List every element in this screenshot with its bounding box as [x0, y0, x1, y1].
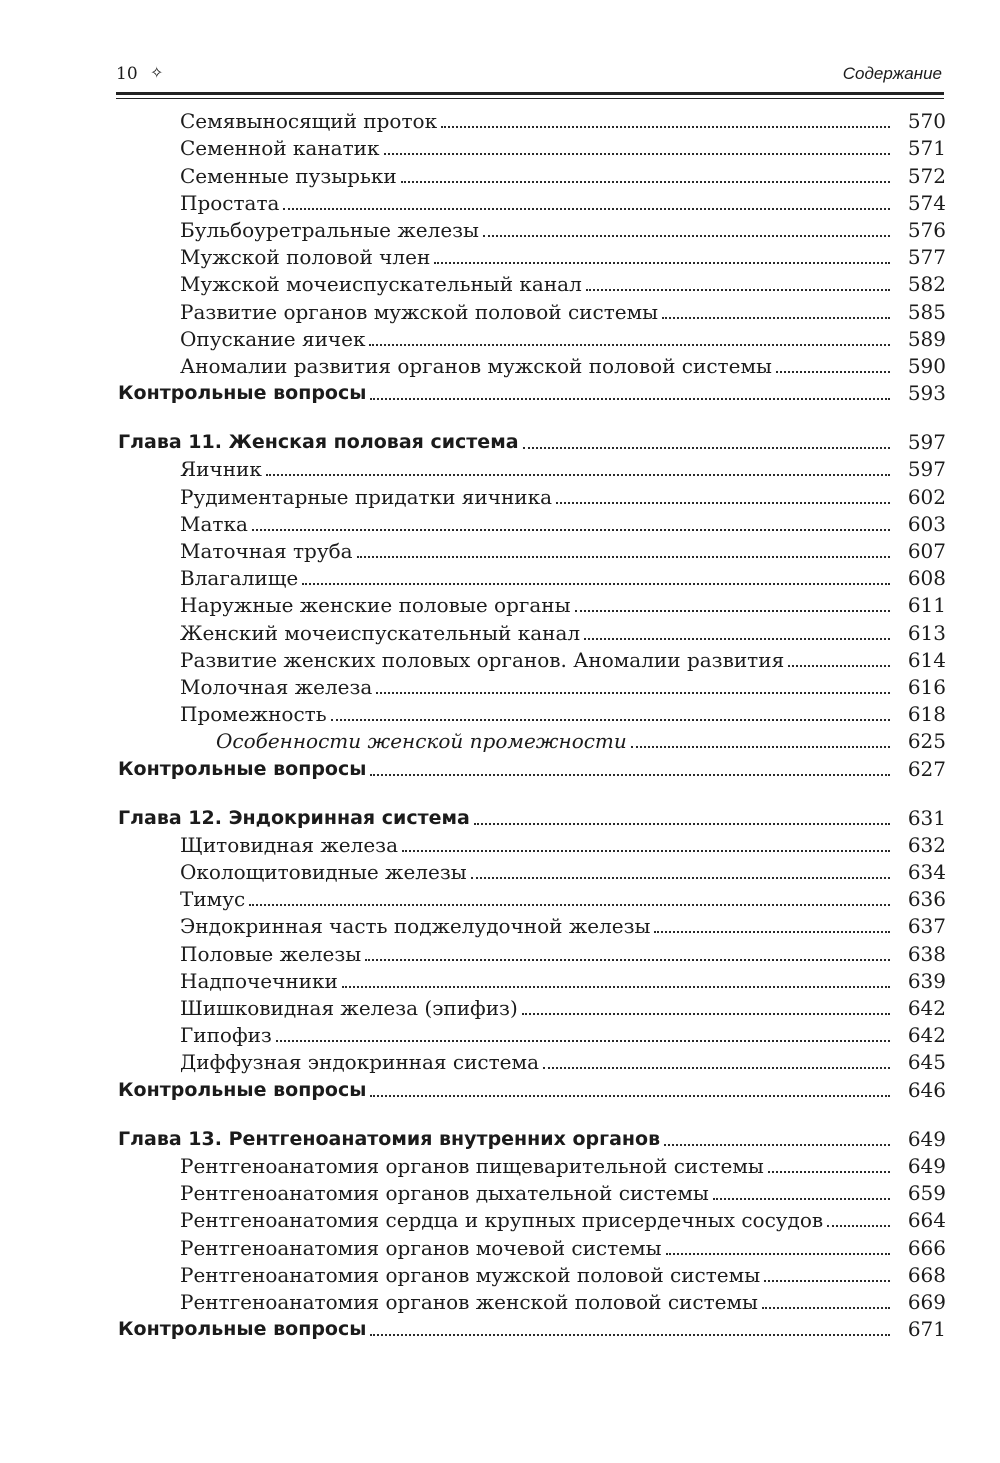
toc-entry-title: Диффузная эндокринная система — [116, 1049, 543, 1076]
toc-entry[interactable] — [116, 244, 946, 271]
toc-entry[interactable] — [116, 538, 946, 565]
dot-leader — [662, 316, 890, 319]
toc-entry-title: Шишковидная железа (эпифиз) — [116, 995, 522, 1022]
toc-entry-page: 671 — [907, 1317, 946, 1342]
dot-leader — [401, 180, 890, 183]
dot-leader — [827, 1224, 890, 1227]
running-section-title: Содержание — [842, 64, 942, 83]
dot-leader — [376, 691, 890, 694]
toc-entry-page: 589 — [907, 326, 946, 351]
dot-leader — [370, 1094, 890, 1097]
dot-leader — [369, 343, 890, 346]
toc-entry[interactable] — [116, 701, 946, 728]
toc-entry-title: Эндокринная часть поджелудочной железы — [116, 913, 654, 940]
toc-entry[interactable] — [116, 217, 946, 244]
dot-leader — [357, 555, 890, 558]
group-spacer — [116, 407, 946, 429]
toc-entry-page: 593 — [907, 381, 946, 406]
toc-entry-page: 608 — [907, 566, 946, 591]
table-of-contents — [116, 108, 946, 1343]
toc-entry-page: 582 — [907, 272, 946, 297]
toc-entry-title: Аномалии развития органов мужской половой системы — [116, 353, 776, 380]
dot-leader — [370, 1333, 890, 1336]
toc-entry[interactable] — [116, 1207, 946, 1234]
toc-entry-page: 659 — [907, 1181, 946, 1206]
toc-entry-page: 616 — [907, 674, 946, 699]
dot-leader — [252, 528, 890, 531]
toc-heading-entry[interactable] — [116, 1316, 946, 1343]
toc-entry-title: Глава 12. Эндокринная система — [116, 805, 474, 832]
toc-entry-title: Мужской половой член — [116, 244, 434, 271]
toc-entry-title: Гипофиз — [116, 1022, 276, 1049]
dot-leader — [586, 288, 890, 291]
dot-leader — [762, 1306, 890, 1309]
dot-leader — [441, 125, 890, 128]
dot-leader — [584, 637, 890, 640]
dot-leader — [713, 1197, 890, 1200]
toc-entry-title: Рентгеноанатомия органов женской половой системы — [116, 1289, 762, 1316]
dot-leader — [249, 903, 890, 906]
toc-entry[interactable] — [116, 619, 946, 646]
toc-entry-page: 572 — [907, 163, 946, 188]
toc-entry-title: Надпочечники — [116, 968, 342, 995]
toc-entry-page: 597 — [907, 430, 946, 455]
group-spacer — [116, 783, 946, 805]
toc-entry[interactable] — [116, 298, 946, 325]
toc-entry-title: Простата — [116, 190, 283, 217]
toc-entry-page: 649 — [907, 1153, 946, 1178]
toc-entry-title: Рудиментарные придатки яичника — [116, 484, 556, 511]
toc-entry-page: 668 — [907, 1262, 946, 1287]
dot-leader — [788, 664, 890, 667]
dot-leader — [522, 1012, 890, 1015]
toc-entry-title: Рентгеноанатомия органов пищеварительной системы — [116, 1153, 768, 1180]
toc-heading-entry[interactable] — [116, 1076, 946, 1103]
toc-entry-title: Околощитовидные железы — [116, 859, 471, 886]
toc-entry-page: 607 — [907, 539, 946, 563]
toc-entry[interactable] — [116, 108, 946, 135]
toc-entry-title: Развитие женских половых органов. Аномалии развития — [116, 647, 788, 674]
toc-entry-title: Маточная труба — [116, 538, 357, 565]
toc-entry-page: 585 — [907, 299, 946, 324]
toc-entry-page: 636 — [907, 887, 946, 912]
toc-entry[interactable] — [116, 483, 946, 510]
toc-entry-title: Женский мочеиспускательный канал — [116, 620, 584, 647]
toc-entry-title: Половые железы — [116, 941, 365, 968]
toc-entry-title: Контрольные вопросы — [116, 1316, 370, 1343]
toc-entry[interactable] — [116, 326, 946, 353]
toc-entry-title: Яичник — [116, 456, 266, 483]
star-ornament-icon: ✧ — [150, 63, 164, 82]
toc-entry-page: 590 — [907, 353, 946, 378]
dot-leader — [365, 958, 890, 961]
toc-heading-entry[interactable] — [116, 805, 946, 832]
toc-entry-page: 577 — [907, 245, 946, 270]
dot-leader — [543, 1066, 890, 1069]
toc-heading-entry[interactable] — [116, 755, 946, 782]
toc-entry-title: Бульбоуретральные железы — [116, 217, 483, 244]
toc-entry-title: Семенные пузырьки — [116, 163, 401, 190]
dot-leader — [776, 370, 890, 373]
toc-entry-title: Молочная железа — [116, 674, 376, 701]
toc-entry-page: 614 — [907, 647, 946, 672]
toc-heading-entry[interactable] — [116, 380, 946, 407]
toc-entry-page: 627 — [907, 756, 946, 781]
toc-entry[interactable] — [116, 1180, 946, 1207]
toc-entry-page: 639 — [907, 968, 946, 993]
toc-entry-title: Рентгеноанатомия органов мочевой системы — [116, 1235, 666, 1262]
page-header — [116, 60, 942, 96]
toc-entry[interactable] — [116, 940, 946, 967]
toc-entry-title: Развитие органов мужской половой системы — [116, 299, 662, 326]
toc-entry-title: Тимус — [116, 886, 249, 913]
dot-leader — [370, 773, 890, 776]
dot-leader — [556, 501, 890, 504]
toc-entry-title: Промежность — [116, 701, 331, 728]
toc-entry-title: Семявыносящий проток — [116, 108, 441, 135]
dot-leader — [523, 446, 890, 449]
toc-entry[interactable] — [116, 271, 946, 298]
toc-entry[interactable] — [116, 832, 946, 859]
toc-entry[interactable] — [116, 135, 946, 162]
toc-entry-title: Опускание яичек — [116, 326, 369, 353]
toc-entry-title: Щитовидная железа — [116, 832, 402, 859]
toc-entry-title: Наружные женские половые органы — [116, 592, 575, 619]
toc-entry[interactable] — [116, 913, 946, 940]
toc-heading-entry[interactable] — [116, 1126, 946, 1153]
toc-entry[interactable] — [116, 190, 946, 217]
toc-entry-page: 638 — [907, 941, 946, 966]
dot-leader — [666, 1252, 890, 1255]
toc-entry-page: 603 — [907, 511, 946, 536]
dot-leader — [764, 1279, 890, 1282]
toc-entry-title: Контрольные вопросы — [116, 1077, 370, 1104]
toc-entry-page: 646 — [907, 1077, 946, 1102]
toc-entry-title: Глава 11. Женская половая система — [116, 429, 523, 456]
toc-entry-page: 649 — [907, 1126, 946, 1151]
toc-entry-page: 645 — [907, 1050, 946, 1075]
toc-entry-page: 669 — [907, 1289, 946, 1314]
toc-entry-page: 611 — [907, 593, 946, 618]
toc-entry-page: 666 — [907, 1235, 946, 1260]
dot-leader — [471, 876, 890, 879]
dot-leader — [302, 582, 890, 585]
toc-entry-title: Семенной канатик — [116, 135, 384, 162]
dot-leader — [768, 1170, 890, 1173]
toc-entry-page: 634 — [907, 860, 946, 885]
dot-leader — [474, 822, 890, 825]
dot-leader — [384, 152, 891, 155]
toc-entry[interactable] — [116, 968, 946, 995]
toc-entry-page: 631 — [907, 805, 946, 830]
dot-leader — [631, 745, 890, 748]
group-spacer — [116, 1104, 946, 1126]
toc-entry[interactable] — [116, 886, 946, 913]
dot-leader — [575, 609, 890, 612]
toc-entry-title: Рентгеноанатомия органов дыхательной системы — [116, 1180, 713, 1207]
toc-entry[interactable] — [116, 1289, 946, 1316]
header-rule-thin — [116, 98, 944, 99]
toc-heading-entry[interactable] — [116, 429, 946, 456]
dot-leader — [654, 930, 890, 933]
dot-leader — [283, 207, 890, 210]
toc-entry-title: Влагалище — [116, 565, 302, 592]
toc-entry[interactable] — [116, 353, 946, 380]
dot-leader — [483, 234, 890, 237]
toc-entry[interactable] — [116, 511, 946, 538]
toc-entry-title: Особенности женской промежности — [116, 728, 631, 755]
toc-entry[interactable] — [116, 995, 946, 1022]
toc-entry-page: 618 — [907, 702, 946, 727]
dot-leader — [402, 849, 890, 852]
toc-entry-page: 642 — [907, 1023, 946, 1048]
toc-entry[interactable] — [116, 1234, 946, 1261]
toc-entry-page: 597 — [907, 457, 946, 482]
toc-entry-page: 637 — [907, 914, 946, 939]
toc-entry-title: Матка — [116, 511, 252, 538]
toc-entry-title: Контрольные вопросы — [116, 380, 370, 407]
toc-entry[interactable] — [116, 728, 946, 755]
toc-entry-title: Рентгеноанатомия органов мужской половой системы — [116, 1262, 764, 1289]
dot-leader — [342, 985, 890, 988]
dot-leader — [664, 1143, 890, 1146]
header-rule-thick — [116, 92, 944, 95]
toc-entry[interactable] — [116, 1262, 946, 1289]
toc-entry-title: Мужской мочеиспускательный канал — [116, 271, 586, 298]
toc-entry-page: 632 — [907, 832, 946, 857]
toc-entry-page: 574 — [907, 190, 946, 215]
toc-entry-page: 571 — [907, 136, 946, 161]
dot-leader — [370, 397, 890, 400]
toc-entry[interactable] — [116, 1049, 946, 1076]
toc-entry-page: 625 — [907, 729, 946, 754]
toc-entry-title: Рентгеноанатомия сердца и крупных присердечных сосудов — [116, 1207, 827, 1234]
toc-entry-title: Глава 13. Рентгеноанатомия внутренних органов — [116, 1126, 664, 1153]
toc-entry[interactable] — [116, 1153, 946, 1180]
toc-entry[interactable] — [116, 162, 946, 189]
toc-entry-page: 602 — [907, 484, 946, 509]
dot-leader — [331, 718, 890, 721]
dot-leader — [266, 473, 890, 476]
toc-entry-title: Контрольные вопросы — [116, 756, 370, 783]
toc-entry[interactable] — [116, 674, 946, 701]
toc-entry[interactable] — [116, 647, 946, 674]
toc-entry-page: 664 — [907, 1208, 946, 1233]
toc-entry-page: 613 — [907, 620, 946, 645]
toc-entry-page: 576 — [907, 217, 946, 242]
toc-entry[interactable] — [116, 592, 946, 619]
dot-leader — [434, 261, 890, 264]
toc-entry[interactable] — [116, 1022, 946, 1049]
dot-leader — [276, 1039, 890, 1042]
toc-entry-page: 570 — [907, 109, 946, 134]
page-number: 10 — [116, 64, 138, 84]
toc-entry[interactable] — [116, 859, 946, 886]
toc-entry[interactable] — [116, 456, 946, 483]
toc-entry-page: 642 — [907, 996, 946, 1020]
toc-entry[interactable] — [116, 565, 946, 592]
